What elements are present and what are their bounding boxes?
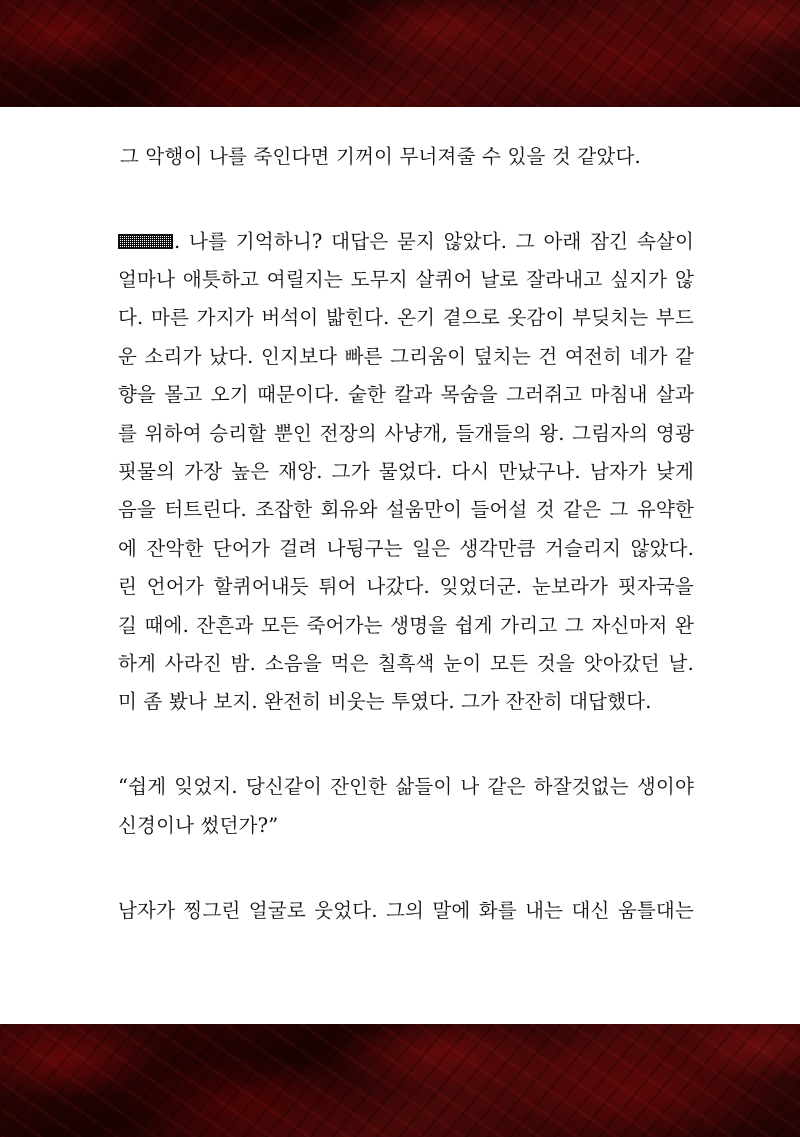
paragraph-1-line-1: 그 악행이 나를 죽인다면 기꺼이 무너져줄 수 있을 것 같았다. [120,145,641,168]
top-decorative-band [0,0,800,107]
paragraph-2-line: 얼마나 애틋하고 여릴지는 도무지 살퀴어 날로 잘라내고 싶지가 않 [118,268,694,291]
paragraph-2-line: 하게 사라진 밤. 소음을 먹은 칠흑색 눈이 모든 것을 앗아갔던 날. [118,652,694,675]
paragraph-2-line: 다. 마른 가지가 버석이 밟힌다. 온기 곁으로 옷감이 부딪치는 부드 [118,306,694,329]
paragraph-2-line-last: 미 좀 봤나 보지. 완전히 비웃는 투였다. 그가 잔잔히 대답했다. [118,690,652,713]
redacted-name-block [118,234,173,249]
paragraph-2-line-1: . 나를 기억하니? 대답은 묻지 않았다. 그 아래 잠긴 속살이 [118,226,694,254]
paragraph-3-line-2: 신경이나 썼던가?” [118,814,279,837]
paragraph-2-line: 향을 몰고 오기 때문이다. 숱한 칼과 목숨을 그러쥐고 마침내 살과 [118,383,694,406]
paragraph-4-line-1: 남자가 찡그린 얼굴로 웃었다. 그의 말에 화를 내는 대신 움틀대는 [118,899,694,922]
paragraph-2-line: 핏물의 가장 높은 재앙. 그가 물었다. 다시 만났구나. 남자가 낮게 [118,460,694,483]
paragraph-2-line: 린 언어가 할퀴어내듯 튀어 나갔다. 잊었더군. 눈보라가 핏자국을 [118,575,694,598]
paragraph-2-line: 음을 터트린다. 조잡한 회유와 설움만이 들어설 것 같은 그 유약한 [118,498,694,521]
paragraph-2-line: 길 때에. 잔흔과 모든 죽어가는 생명을 쉽게 가리고 그 자신마저 완 [118,614,694,637]
document-page [0,107,800,1024]
paragraph-2-line: 를 위하여 승리할 뿐인 전장의 사냥개, 들개들의 왕. 그림자의 영광 [118,422,694,445]
bottom-decorative-band [0,1024,800,1137]
paragraph-3-line-1: “쉽게 잊었지. 당신같이 잔인한 삶들이 나 같은 하잘것없는 생이야 [118,775,694,798]
paragraph-2-line: 운 소리가 났다. 인지보다 빠른 그리움이 덮치는 건 여전히 네가 같 [118,345,694,368]
paragraph-2-line: 에 잔악한 단어가 걸려 나뒹구는 일은 생각만큼 거슬리지 않았다. [118,537,694,560]
